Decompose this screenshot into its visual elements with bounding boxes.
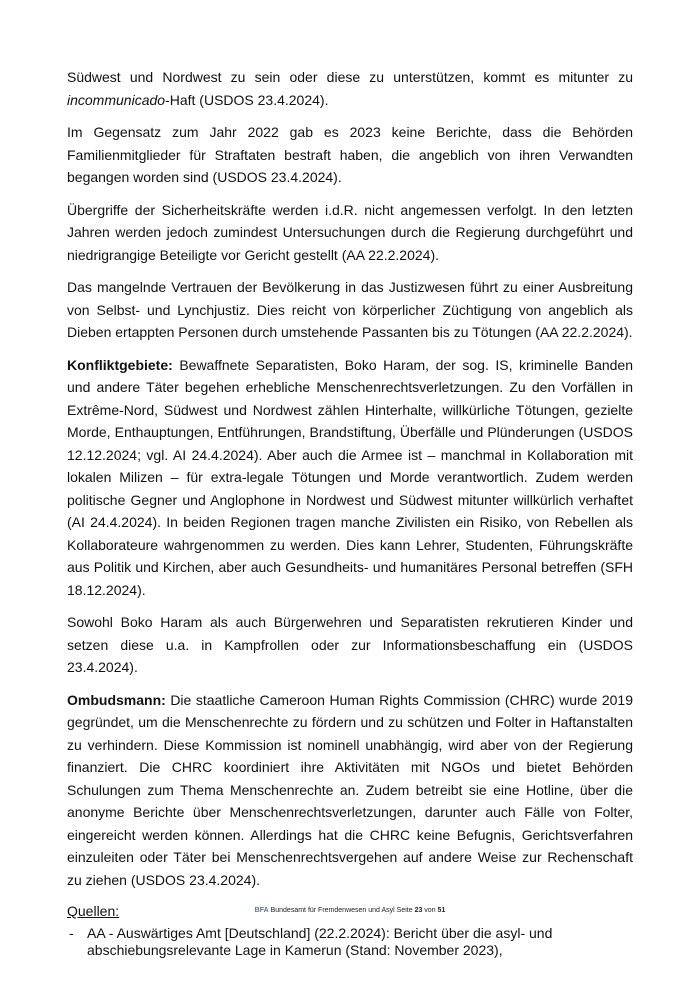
list-dash: - <box>69 925 74 941</box>
paragraph-family-members: Im Gegensatz zum Jahr 2022 gab es 2023 keine Berichte, dass die Behörden Familienmitglieder für Straftaten bestraft haben, die angeblich von ihren Verwandten begangen worden sind (USDOS 23.4.2024). <box>67 124 633 185</box>
paragraph-child-recruitment: Sowohl Boko Haram als auch Bürgerwehren und Separatisten rekrutieren Kinder und setzen diese u.a. in Kampfrollen oder zur Informationsbeschaffung ein (USDOS 23.4.2024). <box>67 614 633 675</box>
paragraph-security-forces: Übergriffe der Sicherheitskräfte werden i.d.R. nicht angemessen verfolgt. In den letzten Jahren werden jedoch zumindest Untersuchungen durch die Regierung durchgeführt und niedrigrangige Beteiligte vor Gericht gestellt (AA 22.2.2024). <box>67 201 633 263</box>
paragraph-conflict-areas: Konfliktgebiete: Bewaffnete Separatisten, Boko Haram, der sog. IS, kriminelle Banden und andere Täter begehen erhebliche Menschenrechtsverletzungen. Zu den Vorfällen in Extrême-Nord, Südwest und Nordwest zählen Hinterhalte, willkürliche Tötungen, gezielte Morde, Enthauptungen, Entführungen, Brandstiftung, Überfälle und Plünderungen (USDOS 12.12.2024; vgl. AI 24.4.2024). Aber auch die Armee ist – manchmal in Kollaboration mit lokalen Milizen – für extra-legale Tötungen und Morde verantwortlich. Zudem werden politische Gegner und Anglophone in Nordwest und Südwest mitunter willkürlich verhaftet (AI 24.4.2024). In beiden Regionen tragen manche Zivilisten ein Risiko, von Rebellen als Kollaborateure wahrgenommen zu werden. Dies kann Lehrer, Studenten, Führungskräfte aus Politik und Kirchen, aber auch Gesundheits- und humanitäres Personal betreffen (SFH 18.12.2024). <box>67 356 633 598</box>
ombudsman-heading: Ombudsmann: <box>67 691 166 708</box>
bfa-logo: BFA <box>254 907 269 914</box>
body-text <box>67 66 633 959</box>
sources-list <box>67 925 633 959</box>
italic-term: incommunicado <box>67 91 166 108</box>
sources-heading: Quellen: <box>67 903 120 919</box>
paragraph-ombudsman: Ombudsmann: Die staatliche Cameroon Human Rights Commission (CHRC) wurde 2019 gegründet, um die Menschenrechte zu fördern und zu schützen und Folter in Haftanstalten zu verhindern. Diese Kommission ist nominell unabhängig, wird aber von der Regierung finanziert. Die CHRC koordiniert ihre Aktivitäten mit NGOs und bietet Behörden Schulungen zum Thema Menschenrechte an. Zudem betreibt sie eine Hotline, über die anonyme Berichte über Menschenrechtsverletzungen, darunter auch Fälle von Folter, eingereicht werden können. Allerdings hat die CHRC keine Befugnis, Gerichtsverfahren einzuleiten oder Täter bei Menschenrechtsvergehen auf andere Weise zur Rechenschaft zu ziehen (USDOS 23.4.2024). <box>67 691 633 888</box>
paragraph-incommunicado: Südwest und Nordwest zu sein oder diese zu unterstützen, kommt es mitunter zu incommunicado-Haft (USDOS 23.4.2024). <box>67 69 633 108</box>
page-total: 51 <box>437 907 446 914</box>
source-item <box>67 925 633 959</box>
source-text: AA - Auswärtiges Amt [Deutschland] (22.2.2024): Bericht über die asyl- und abschiebungsrelevante Lage in Kamerun (Stand: November 2023), <box>87 925 553 958</box>
conflict-areas-heading: Konfliktgebiete: <box>67 356 173 373</box>
page-footer: BFA Bundesamt für Fremdenwesen und Asyl Seite 23 von 51 <box>254 907 446 914</box>
paragraph-vigilante-justice: Das mangelnde Vertrauen der Bevölkerung in das Justizwesen führt zu einer Ausbreitung von Selbst- und Lynchjustiz. Dies reicht von körperlicher Züchtigung von angeblich als Dieben ertappten Personen durch umstehende Passanten bis zu Tötungen (AA 22.2.2024). <box>67 279 633 340</box>
page-number: 23 <box>414 907 423 914</box>
